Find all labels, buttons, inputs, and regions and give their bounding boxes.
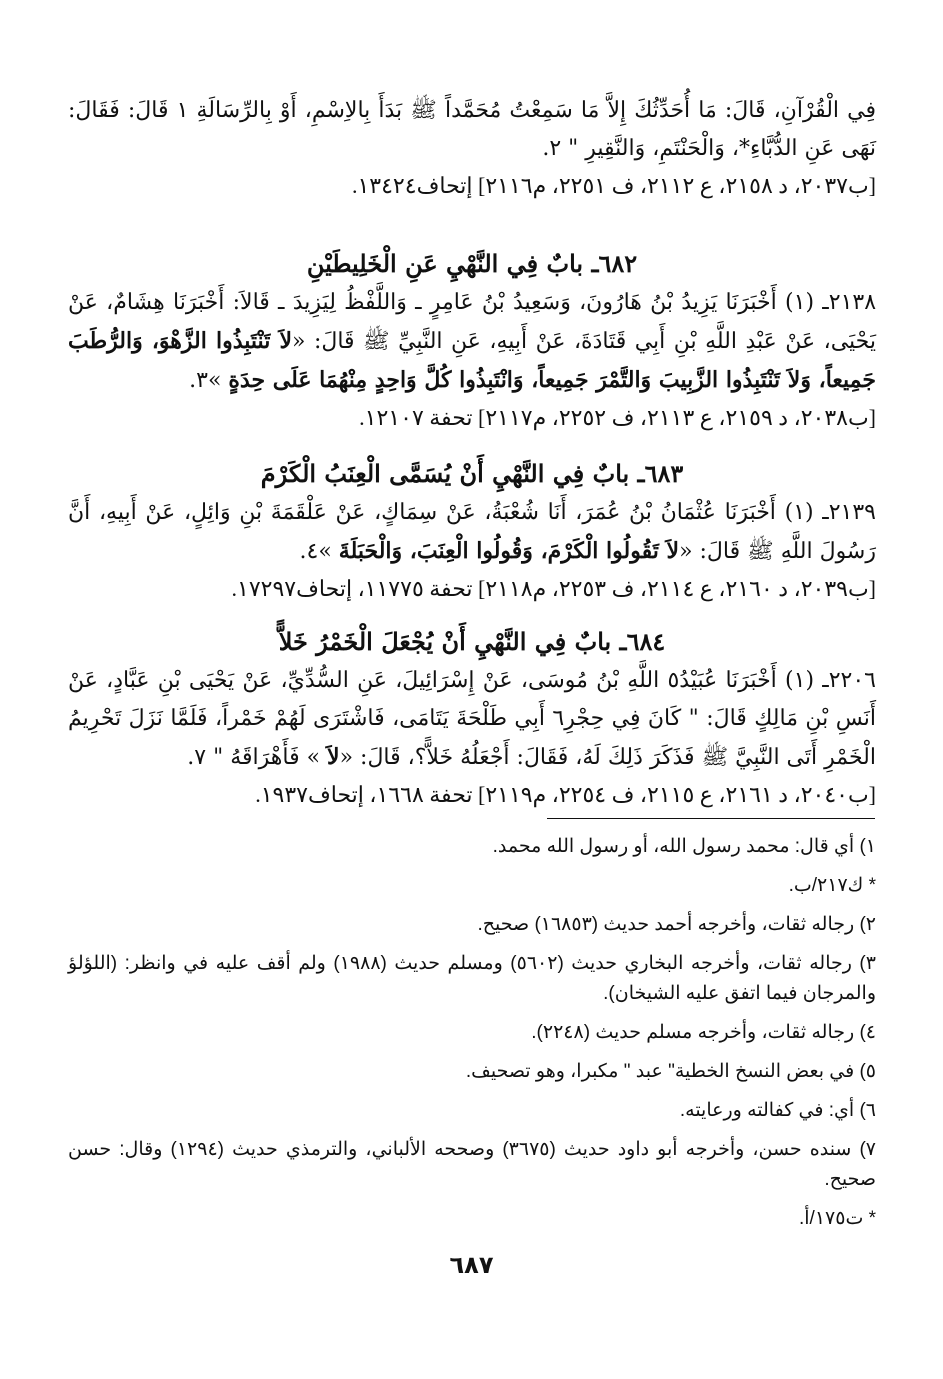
reference-line: [ب٢٠٣٩، د ٢١٦٠، ع ٢١١٤، ف ٢٢٥٣، م٢١١٨] تحفة ١١٧٧٥، إتحاف١٧٢٩٧. (231, 576, 876, 601)
chapter-title: ٦٨٢ـ بابٌ فِي النَّهْيِ عَنِ الْخَلِيطَيْنِ (306, 249, 638, 278)
hadith-tail: » فَأَهْرَاقَهُ " ٧. (187, 745, 328, 770)
footnote-2: ٢) رجاله ثقات، وأخرجه أحمد حديث (١٦٨٥٣) صحيح. (477, 914, 876, 935)
chapter-title: ٦٨٤ـ بابٌ فِي النَّهْيِ أَنْ يُجْعَلَ الْخَمْرُ خَلاًّ (278, 627, 666, 656)
hadith-lead: ٢١٣٩ـ (١) أَخْبَرَنَا عُثْمَانُ بْنُ عُمَرَ، أَنَا شُعْبَةُ، عَنْ سِمَاكٍ، عَنْ عَلْقَمَةَ بْنِ وَائِلٍ، عَنْ أَبِيهِ، أَنَّ رَسُولَ اللَّهِ ﷺ قَالَ: « (68, 500, 876, 564)
footnote-4: ٤) رجاله ثقات، وأخرجه مسلم حديث (٢٢٤٨). (531, 1022, 876, 1043)
footnote-5: ٥) في بعض النسخ الخطية" عبد " مكبرا، وهو تصحيف. (465, 1061, 876, 1082)
hadith-lead: ٢١٣٨ـ (١) أَخْبَرَنَا يَزِيدُ بْنُ هَارُونَ، وَسَعِيدُ بْنُ عَامِرٍ ـ وَاللَّفْظُ لِيَزِيدَ ـ قَالاَ: أَخْبَرَنَا هِشَامٌ، عَنْ يَحْيَى، عَنْ عَبْدِ اللَّهِ بْنِ أَبِي قَتَادَةَ، عَنْ أَبِيهِ، عَنِ النَّبِيِّ ﷺ قَالَ: « (68, 290, 877, 354)
page-number: ٦٨٧ (449, 1251, 494, 1279)
hadith-text: فِي الْقُرْآنِ، قَالَ: مَا أُحَدِّثُكَ إِلاَّ مَا سَمِعْتُ مُحَمَّداً ﷺ بَدَأَ بِالاِسْمِ، أَوْ بِالرِّسَالَةِ ١ قَالَ: فَقَالَ: نَهَى عَنِ الدُّبَّاءِ*، وَالْحَنْتَمِ، وَالنَّقِيرِ " ٢. (68, 98, 876, 161)
hadith-tail: »٣. (189, 368, 229, 393)
chapter-682 (68, 244, 876, 436)
reference-line: [ب٢٠٤٠، د ٢١٦١، ع ٢١١٥، ف ٢٢٥٤، م٢١١٩] تحفة ١٦٦٨، إتحاف١٩٣٧. (255, 782, 876, 807)
chapter-title: ٦٨٣ـ بابٌ فِي النَّهْيِ أَنْ يُسَمَّى الْعِنَبُ الْكَرْمَ (260, 459, 684, 488)
hadith-matn: لاَ تَنْتَبِذُوا الزَّهْوَ، وَالرُّطَبَ جَمِيعاً، وَلاَ تَنْتَبِذُوا الزَّبِيبَ وَالتَّمْرَ جَمِيعاً، وَانْتَبِذُوا كُلَّ وَاحِدٍ مِنْهُمَا عَلَى حِدَةٍ (68, 328, 876, 393)
hadith-matn: لاَ تَقُولُوا الْكَرْمَ، وَقُولُوا الْعِنَبَ، وَالْحَبَلَةَ (338, 538, 680, 564)
chapter-683 (68, 454, 876, 607)
footnote-star-1: * ك٢١٧/ب. (788, 875, 876, 896)
footnote-3: ٣) رجاله ثقات، وأخرجه البخاري حديث (٥٦٠٢) ومسلم حديث (١٩٨٨) ولم أقف عليه في وانظر: (اللؤلؤ والمرجان فيما اتفق عليه الشيخان). (68, 953, 876, 1004)
reference-line: [ب٢٠٣٨، د ٢١٥٩، ع ٢١١٣، ف ٢٢٥٢، م٢١١٧] تحفة ١٢١٠٧. (359, 405, 876, 430)
footnote-6: ٦) أي: في كفالته ورعايته. (679, 1100, 876, 1121)
footnote-1: ١) أي قال: محمد رسول الله، أو رسول الله محمد. (492, 836, 876, 857)
hadith-text (68, 494, 876, 571)
footnote-star-2: * ت١٧٥/أ. (798, 1208, 876, 1229)
reference-line: [ب٢٠٣٧، د ٢١٥٨، ع ٢١١٢، ف ٢٢٥١، م٢١١٦] إتحاف١٣٤٢٤. (351, 173, 876, 198)
hadith-lead: ٢٢٠٦ـ (١) أَخْبَرَنَا عُبَيْدُ٥ اللَّهِ بْنُ مُوسَى، عَنْ إِسْرَائِيلَ، عَنِ السُّدِّيِّ، عَنْ يَحْيَى بْنِ عَبَّادٍ، عَنْ أَنَسِ بْنِ مَالِكٍ قَالَ: " كَانَ فِي حِجْرِ٦ أَبِي طَلْحَةَ يَتَامَى، فَاشْتَرَى لَهُمْ خَمْراً، فَلَمَّا نَزَلَ تَحْرِيمُ الْخَمْرِ أَتَى النَّبِيَّ ﷺ فَذَكَرَ ذَلِكَ لَهُ، فَقَالَ: أَجْعَلُهُ خَلاًّ؟، قَالَ: « (68, 668, 876, 770)
footnotes (68, 832, 876, 1243)
hadith-text (68, 284, 876, 400)
hadith-text (68, 662, 876, 777)
footnote-7: ٧) سنده حسن، وأخرجه أبو داود حديث (٣٦٧٥) وصححه الألباني، والترمذي حديث (١٢٩٤) وقال: حسن صحيح. (68, 1139, 876, 1190)
footnote-separator (547, 818, 875, 819)
hadith-matn: لاَ (327, 744, 340, 770)
hadith-tail: »٤. (299, 539, 339, 564)
chapter-684 (68, 622, 876, 813)
continuation-block (68, 92, 876, 204)
